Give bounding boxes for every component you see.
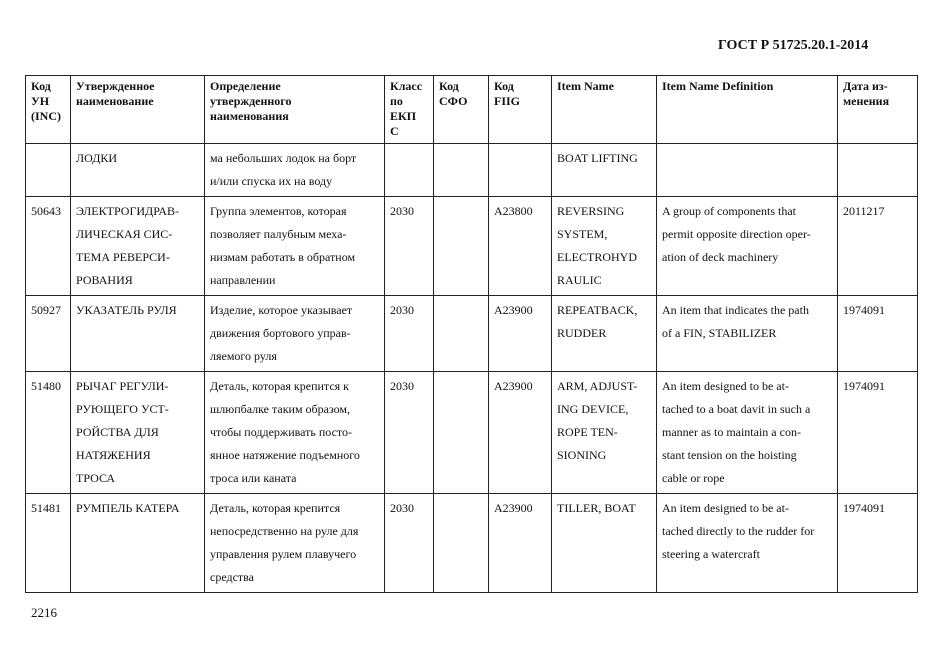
cell-definition: Деталь, которая крепится к шлюпбалке таким образом, чтобы поддерживать посто- янное натяжение подъемного троса или каната [205,372,385,494]
cell-date: 1974091 [838,296,918,372]
cell-item-name: BOAT LIFTING [552,144,657,197]
cell-sfo [434,144,489,197]
cell-item-definition: An item designed to be at- tached to a boat davit in such a manner as to maintain a con- stant tension on the hoisting cable or rope [657,372,838,494]
cell-definition: Группа элементов, которая позволяет палубным меха- низмам работать в обратном направлении [205,197,385,296]
header-cell: Класс по ЕКП С [385,76,434,144]
cell-inc: 51480 [26,372,71,494]
cell-date: 1974091 [838,372,918,494]
cell-inc: 50643 [26,197,71,296]
data-table [25,75,918,593]
cell-inc: 50927 [26,296,71,372]
cell-definition: Изделие, которое указывает движения бортового управ- ляемого руля [205,296,385,372]
cell-item-definition: An item that indicates the path of a FIN, STABILIZER [657,296,838,372]
table-row [26,197,918,296]
table-row [26,296,918,372]
cell-approved-name: РЫЧАГ РЕГУЛИ- РУЮЩЕГО УСТ- РОЙСТВА ДЛЯ НАТЯЖЕНИЯ ТРОСА [71,372,205,494]
cell-sfo [434,197,489,296]
cell-sfo [434,296,489,372]
cell-approved-name: РУМПЕЛЬ КАТЕРА [71,494,205,593]
cell-date: 2011217 [838,197,918,296]
cell-item-definition: A group of components that permit opposite direction oper- ation of deck machinery [657,197,838,296]
cell-class [385,144,434,197]
cell-definition: ма небольших лодок на борт и/или спуска их на воду [205,144,385,197]
cell-item-definition [657,144,838,197]
header-cell: Утвержденное наименование [71,76,205,144]
document-id: ГОСТ Р 51725.20.1-2014 [718,38,869,53]
page-number: 2216 [31,605,57,620]
header-cell: Item Name Definition [657,76,838,144]
cell-approved-name: ЭЛЕКТРОГИДРАВ- ЛИЧЕСКАЯ СИС- ТЕМА РЕВЕРСИ- РОВАНИЯ [71,197,205,296]
cell-inc: 51481 [26,494,71,593]
cell-class: 2030 [385,372,434,494]
cell-item-name: REPEATBACK, RUDDER [552,296,657,372]
cell-fiig: A23800 [489,197,552,296]
table-header-row [26,76,918,144]
cell-class: 2030 [385,494,434,593]
header-cell: Код FIIG [489,76,552,144]
cell-fiig: A23900 [489,494,552,593]
table-row [26,372,918,494]
header-cell: Item Name [552,76,657,144]
cell-approved-name: УКАЗАТЕЛЬ РУЛЯ [71,296,205,372]
cell-fiig: A23900 [489,296,552,372]
cell-item-name: ARM, ADJUST- ING DEVICE, ROPE TEN- SIONING [552,372,657,494]
cell-fiig [489,144,552,197]
cell-date: 1974091 [838,494,918,593]
header-cell: Дата из- менения [838,76,918,144]
cell-fiig: A23900 [489,372,552,494]
header-cell: Код СФО [434,76,489,144]
cell-sfo [434,372,489,494]
cell-date [838,144,918,197]
cell-class: 2030 [385,296,434,372]
cell-sfo [434,494,489,593]
cell-approved-name: ЛОДКИ [71,144,205,197]
cell-class: 2030 [385,197,434,296]
cell-inc [26,144,71,197]
header-cell: Определение утвержденного наименования [205,76,385,144]
table-row [26,144,918,197]
header-cell: Код УН (INC) [26,76,71,144]
cell-definition: Деталь, которая крепится непосредственно на руле для управления рулем плавучего средства [205,494,385,593]
table-row [26,494,918,593]
cell-item-name: TILLER, BOAT [552,494,657,593]
cell-item-definition: An item designed to be at- tached directly to the rudder for steering a watercraft [657,494,838,593]
cell-item-name: REVERSING SYSTEM, ELECTROHYD RAULIC [552,197,657,296]
